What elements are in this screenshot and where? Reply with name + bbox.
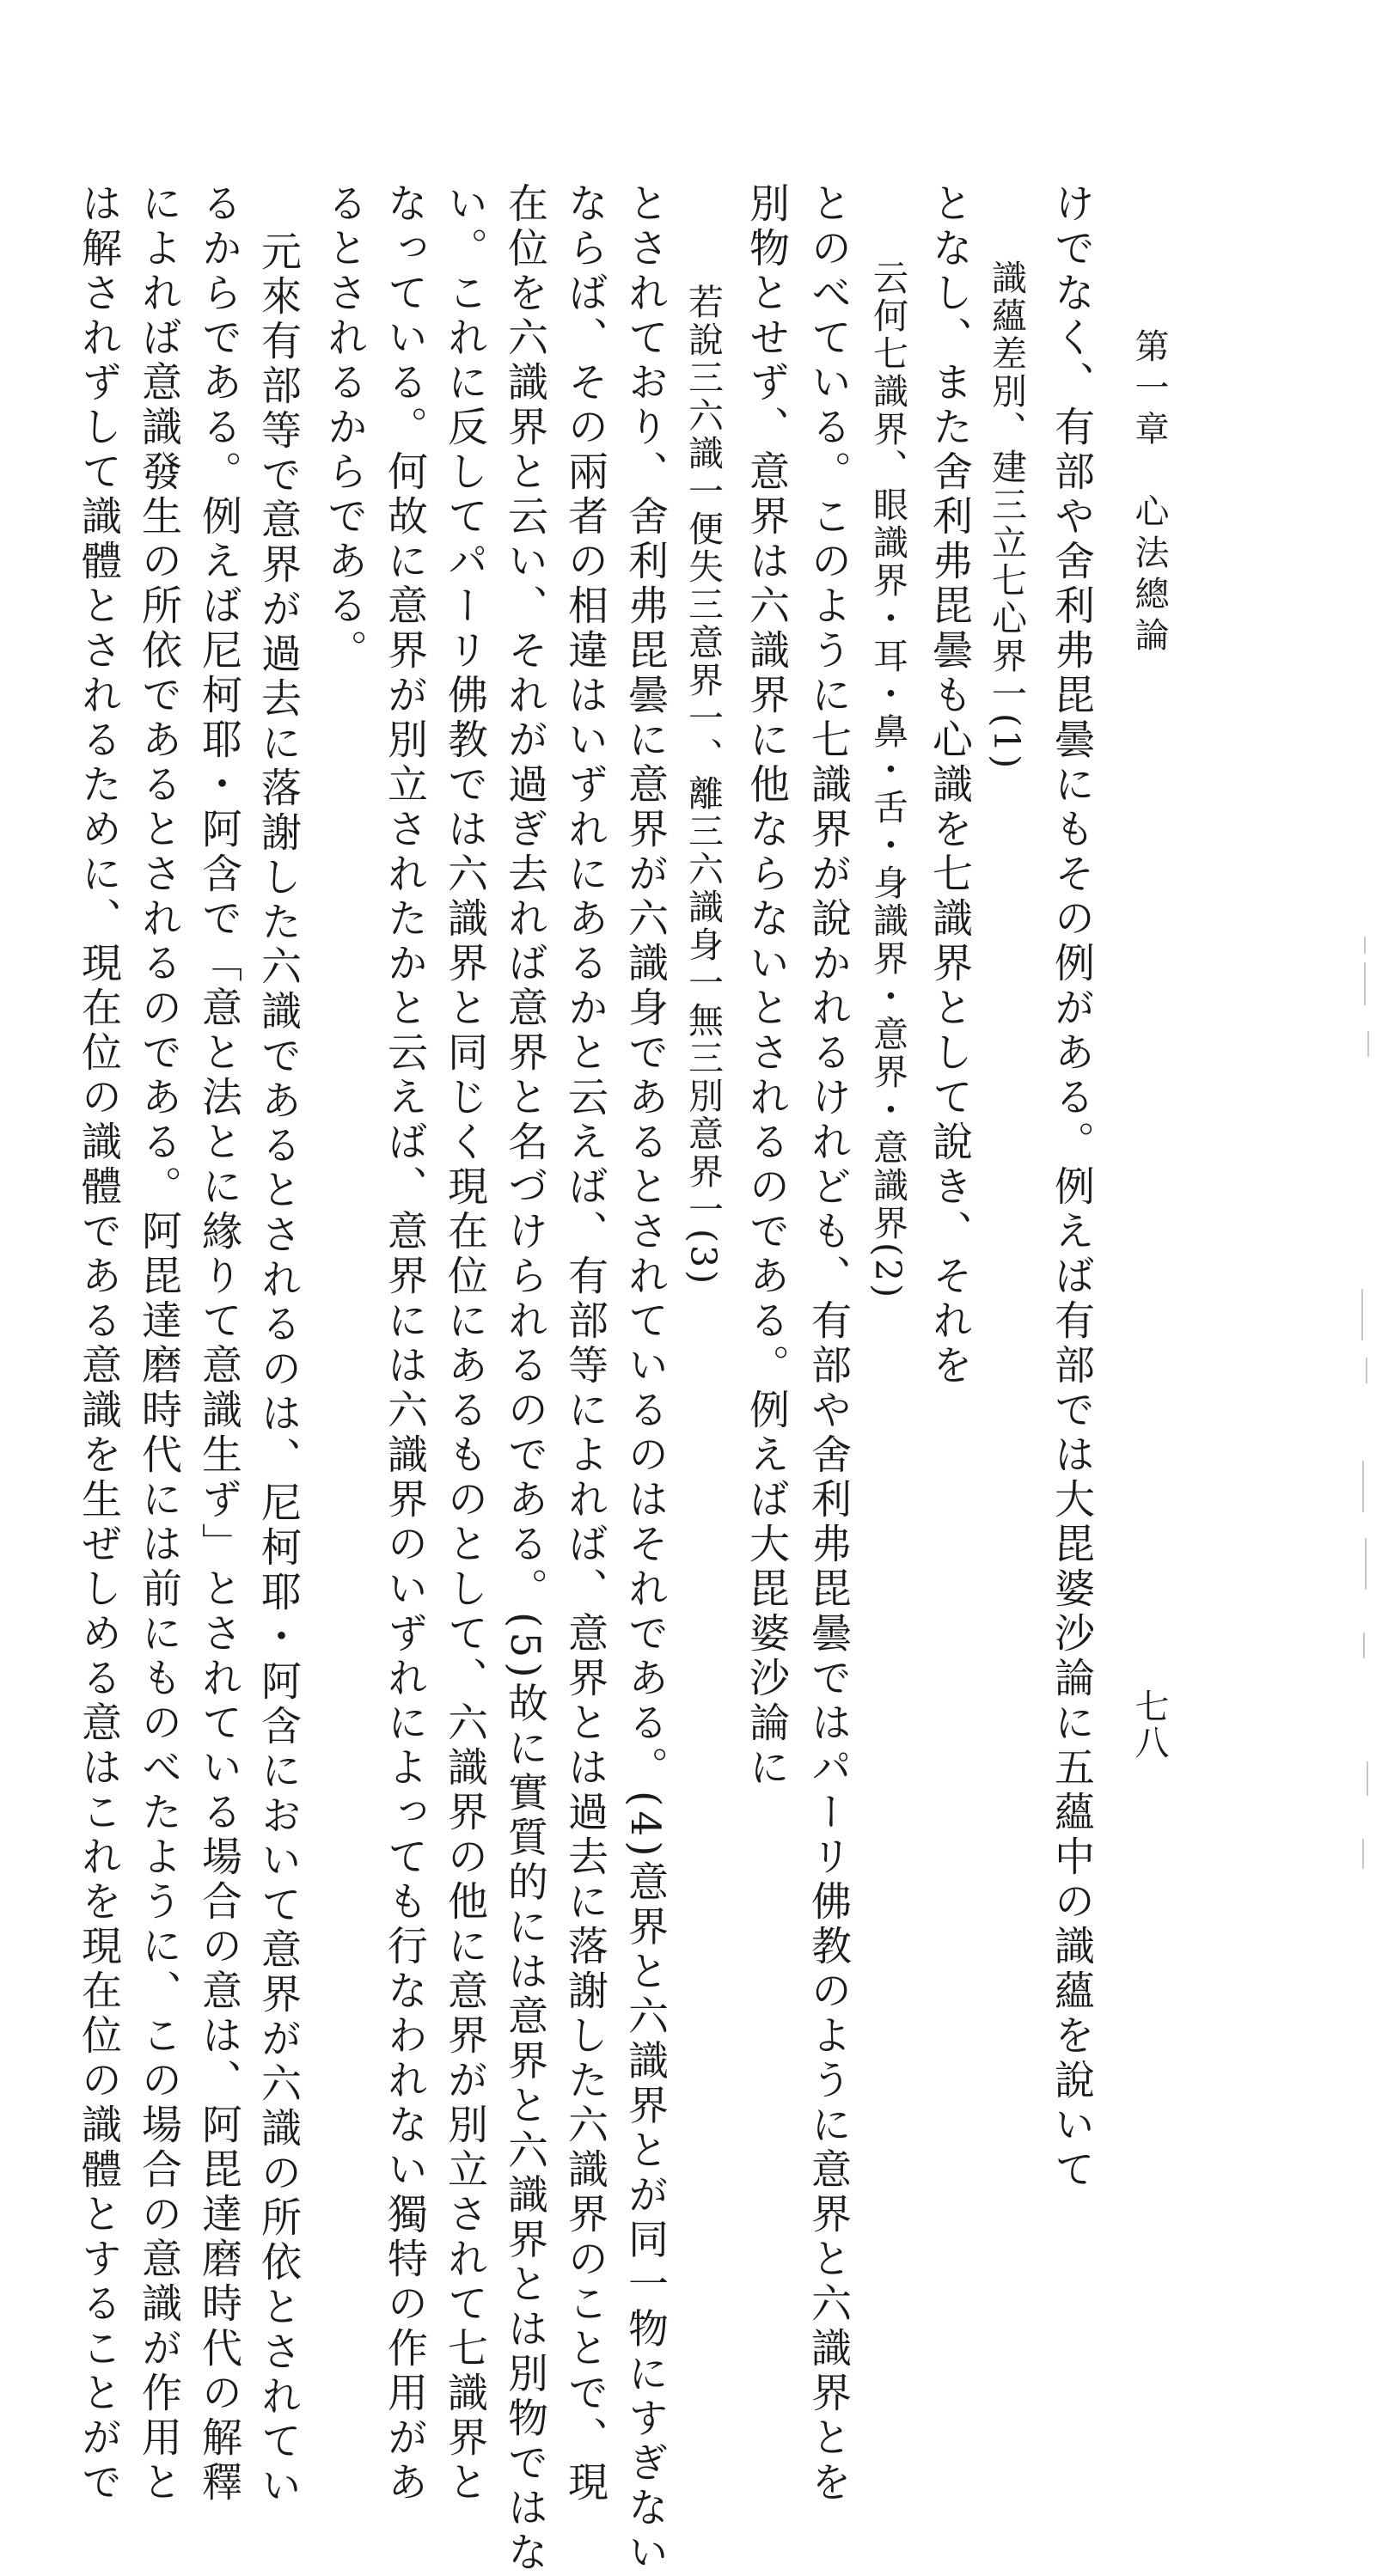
text-column: は解されずして識體とされるために、現在位の識體である意識を生ぜしめる意はこれを現在位の識體とすることがで: [75, 182, 122, 2506]
text-column: ならば、その兩者の相違はいずれにあるかと云えば、有部等によれば、意界とは過去に落謝した六識界のことで、現: [561, 182, 608, 2506]
text-column: 元來有部等で意界が過去に落謝した六識であるとされるのは、尼柯耶・阿含において意界が六識の所依とされてい: [254, 230, 302, 2510]
text-column: るとされるからである。: [321, 182, 368, 674]
text-column: 在位を六識界と云い、それが過ぎ去れば意界と名づけられるのである。(5)故に實質的には意界と六識界とは別物ではな: [501, 182, 548, 2576]
quote-column: 云何七識界、眼識界・耳・鼻・舌・身識界・意界・意識界(2): [867, 259, 908, 1301]
quote-column: 識蘊差別、建三立七心界一(1): [986, 259, 1027, 772]
page-number: 七八: [1129, 1688, 1169, 1761]
running-head: 第一章 心法總論: [1129, 328, 1169, 658]
text-column: とのべている。このように七識界が說かれるけれども、有部や舍利弗毘曇ではパーリ佛教のように意界と六識界とを: [804, 182, 852, 2506]
text-column: い。これに反してパーリ佛教では六識界と同じく現在位にあるものとして、六識界の他に意界が別立されて七識界と: [441, 182, 488, 2506]
text-column: とされており、舍利弗毘曇に意界が六識身であるとされているのはそれである。(4)意界と六識界とが同一物にすぎない: [621, 182, 669, 2576]
quote-column: 若說三六識一便失三意界一、離三六識身一無三別意界一(3): [682, 284, 724, 1287]
text-column: によれば意識發生の所依であるとされるのである。阿毘達磨時代には前にものべたように、この場合の意識が作用と: [135, 182, 182, 2506]
text-column: 別物とせず、意界は六識界に他ならないとされるのである。例えば大毘婆沙論に: [743, 182, 790, 1791]
text-column: となし、また舍利弗毘曇も心識を七識界として說き、それを: [926, 182, 973, 1389]
text-column: るからである。例えば尼柯耶・阿含で「意と法とに緣りて意識生ず」とされている場合の意は、阿毘達磨時代の解釋: [195, 182, 242, 2506]
text-column: なっている。何故に意界が別立されたかと云えば、意界には六識界のいずれによっても行なわれない獨特の作用があ: [381, 182, 428, 2506]
text-column: けでなく、有部や舍利弗毘曇にもその例がある。例えば有部では大毘婆沙論に五蘊中の識蘊を說いて: [1048, 182, 1095, 2193]
